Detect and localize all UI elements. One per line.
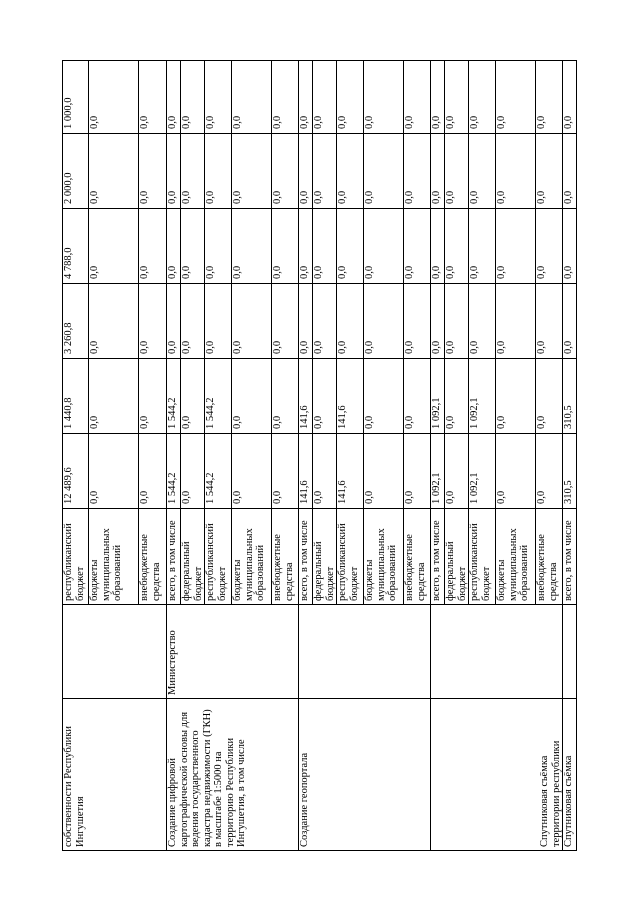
value-cell: 0,0 [299, 61, 313, 134]
value-cell: 0,0 [445, 359, 469, 434]
measure-desc: Создание цифровой картографической основы для ведения государственного кадастра недвижимости (ГКН) в масштабе 1:5000 на территорию Республики Ингушетия, в том числе [167, 699, 299, 851]
value-cell: 0,0 [89, 134, 139, 209]
source-cell: всего, в том числе [563, 509, 577, 605]
source-cell: республиканский бюджет [63, 509, 89, 605]
value-cell: 0,0 [445, 434, 469, 509]
agency-cell: Министерство [167, 605, 299, 699]
value-cell: 0,0 [404, 134, 431, 209]
value-cell: 0,0 [299, 209, 313, 284]
value-cell: 0,0 [431, 134, 445, 209]
value-cell: 0,0 [445, 209, 469, 284]
value-cell: 0,0 [469, 284, 496, 359]
value-cell: 0,0 [496, 434, 536, 509]
value-cell: 0,0 [496, 359, 536, 434]
value-cell: 0,0 [167, 209, 181, 284]
value-cell: 1 544,2 [205, 359, 232, 434]
source-cell: федеральный бюджет [313, 509, 337, 605]
value-cell: 0,0 [536, 61, 563, 134]
value-cell: 0,0 [272, 61, 299, 134]
value-cell: 0,0 [272, 284, 299, 359]
value-cell: 0,0 [364, 359, 404, 434]
value-cell: 2 000,0 [63, 134, 89, 209]
value-cell: 0,0 [313, 61, 337, 134]
value-cell: 0,0 [404, 284, 431, 359]
value-cell: 0,0 [167, 284, 181, 359]
value-cell: 0,0 [364, 134, 404, 209]
value-cell: 0,0 [232, 209, 272, 284]
value-cell: 0,0 [337, 284, 364, 359]
value-cell: 0,0 [139, 209, 167, 284]
source-cell: республиканский бюджет [205, 509, 232, 605]
value-cell: 0,0 [89, 284, 139, 359]
value-cell: 0,0 [404, 61, 431, 134]
value-cell: 0,0 [313, 359, 337, 434]
value-cell: 1 000,0 [63, 61, 89, 134]
value-cell: 0,0 [313, 209, 337, 284]
measure-desc: собственности Республики Ингушетия [63, 699, 167, 851]
value-cell: 141,6 [337, 359, 364, 434]
value-cell: 0,0 [496, 284, 536, 359]
value-cell: 0,0 [89, 359, 139, 434]
measure-desc: Спутниковая съёмка территории республики [431, 699, 563, 851]
value-cell: 0,0 [299, 284, 313, 359]
value-cell: 0,0 [563, 284, 577, 359]
value-cell: 0,0 [364, 284, 404, 359]
source-cell: внебюджетные средства [272, 509, 299, 605]
value-cell: 0,0 [404, 209, 431, 284]
value-cell: 0,0 [469, 134, 496, 209]
value-cell: 0,0 [181, 434, 205, 509]
value-cell: 0,0 [563, 134, 577, 209]
value-cell: 1 092,1 [431, 434, 445, 509]
value-cell: 0,0 [272, 359, 299, 434]
value-cell: 0,0 [313, 434, 337, 509]
value-cell: 0,0 [232, 359, 272, 434]
value-cell: 1 440,8 [63, 359, 89, 434]
source-cell: внебюджетные средства [139, 509, 167, 605]
source-cell: всего, в том числе [299, 509, 313, 605]
value-cell: 0,0 [404, 434, 431, 509]
value-cell: 0,0 [431, 61, 445, 134]
value-cell: 0,0 [139, 284, 167, 359]
source-cell: бюджеты муниципальных образований [89, 509, 139, 605]
value-cell: 0,0 [445, 284, 469, 359]
value-cell: 0,0 [272, 434, 299, 509]
value-cell: 0,0 [536, 209, 563, 284]
table-row [167, 61, 181, 851]
table-row [299, 61, 313, 851]
value-cell: 0,0 [469, 61, 496, 134]
value-cell: 0,0 [167, 61, 181, 134]
value-cell: 0,0 [536, 434, 563, 509]
rotated-table-container [62, 61, 608, 851]
value-cell: 0,0 [89, 61, 139, 134]
measure-desc: Создание геопортала [299, 699, 431, 851]
value-cell: 1 092,1 [469, 359, 496, 434]
value-cell: 0,0 [89, 434, 139, 509]
value-cell: 1 544,2 [167, 434, 181, 509]
source-cell: республиканский бюджет [469, 509, 496, 605]
agency-cell [63, 605, 167, 699]
source-cell: бюджеты муниципальных образований [496, 509, 536, 605]
value-cell: 0,0 [232, 134, 272, 209]
agency-cell [431, 605, 563, 699]
value-cell: 0,0 [272, 134, 299, 209]
value-cell: 0,0 [536, 284, 563, 359]
value-cell: 0,0 [431, 284, 445, 359]
value-cell: 0,0 [167, 134, 181, 209]
value-cell: 1 544,2 [205, 434, 232, 509]
value-cell: 0,0 [89, 209, 139, 284]
source-cell: бюджеты муниципальных образований [232, 509, 272, 605]
value-cell: 0,0 [536, 134, 563, 209]
value-cell: 0,0 [181, 61, 205, 134]
value-cell: 1 544,2 [167, 359, 181, 434]
value-cell: 0,0 [337, 61, 364, 134]
value-cell: 0,0 [431, 209, 445, 284]
value-cell: 0,0 [496, 61, 536, 134]
value-cell: 0,0 [232, 434, 272, 509]
value-cell: 141,6 [337, 434, 364, 509]
value-cell: 0,0 [536, 359, 563, 434]
value-cell: 0,0 [469, 209, 496, 284]
value-cell: 0,0 [496, 209, 536, 284]
value-cell: 141,6 [299, 434, 313, 509]
source-cell: всего, в том числе [167, 509, 181, 605]
value-cell: 0,0 [445, 134, 469, 209]
value-cell: 0,0 [563, 61, 577, 134]
value-cell: 141,6 [299, 359, 313, 434]
source-cell: внебюджетные средства [404, 509, 431, 605]
value-cell: 0,0 [404, 359, 431, 434]
value-cell: 310,5 [563, 359, 577, 434]
agency-cell [299, 605, 431, 699]
value-cell: 1 092,1 [431, 359, 445, 434]
source-cell: всего, в том числе [431, 509, 445, 605]
value-cell: 0,0 [205, 284, 232, 359]
value-cell: 0,0 [232, 61, 272, 134]
value-cell: 0,0 [139, 61, 167, 134]
value-cell: 0,0 [313, 284, 337, 359]
value-cell: 310,5 [563, 434, 577, 509]
value-cell: 0,0 [139, 134, 167, 209]
table-row [431, 61, 445, 851]
value-cell: 0,0 [364, 61, 404, 134]
value-cell: 0,0 [364, 434, 404, 509]
value-cell: 0,0 [313, 134, 337, 209]
agency-cell [563, 605, 577, 699]
value-cell: 0,0 [205, 61, 232, 134]
value-cell: 0,0 [205, 209, 232, 284]
value-cell: 0,0 [563, 209, 577, 284]
value-cell: 12 489,6 [63, 434, 89, 509]
value-cell: 0,0 [364, 209, 404, 284]
value-cell: 0,0 [232, 284, 272, 359]
value-cell: 0,0 [337, 134, 364, 209]
value-cell: 1 092,1 [469, 434, 496, 509]
value-cell: 0,0 [181, 134, 205, 209]
value-cell: 0,0 [181, 209, 205, 284]
value-cell: 0,0 [299, 134, 313, 209]
value-cell: 0,0 [445, 61, 469, 134]
value-cell: 0,0 [181, 359, 205, 434]
table-row [563, 61, 577, 851]
value-cell: 0,0 [496, 134, 536, 209]
source-cell: федеральный бюджет [181, 509, 205, 605]
value-cell: 3 260,8 [63, 284, 89, 359]
source-cell: бюджеты муниципальных образований [364, 509, 404, 605]
table-row [63, 61, 89, 851]
source-cell: республиканский бюджет [337, 509, 364, 605]
source-cell: федеральный бюджет [445, 509, 469, 605]
measure-desc: Спутниковая съёмка [563, 699, 577, 851]
value-cell: 0,0 [181, 284, 205, 359]
source-cell: внебюджетные средства [536, 509, 563, 605]
budget-table [62, 60, 577, 851]
value-cell: 0,0 [139, 359, 167, 434]
value-cell: 4 788,0 [63, 209, 89, 284]
value-cell: 0,0 [205, 134, 232, 209]
value-cell: 0,0 [337, 209, 364, 284]
value-cell: 0,0 [272, 209, 299, 284]
value-cell: 0,0 [139, 434, 167, 509]
